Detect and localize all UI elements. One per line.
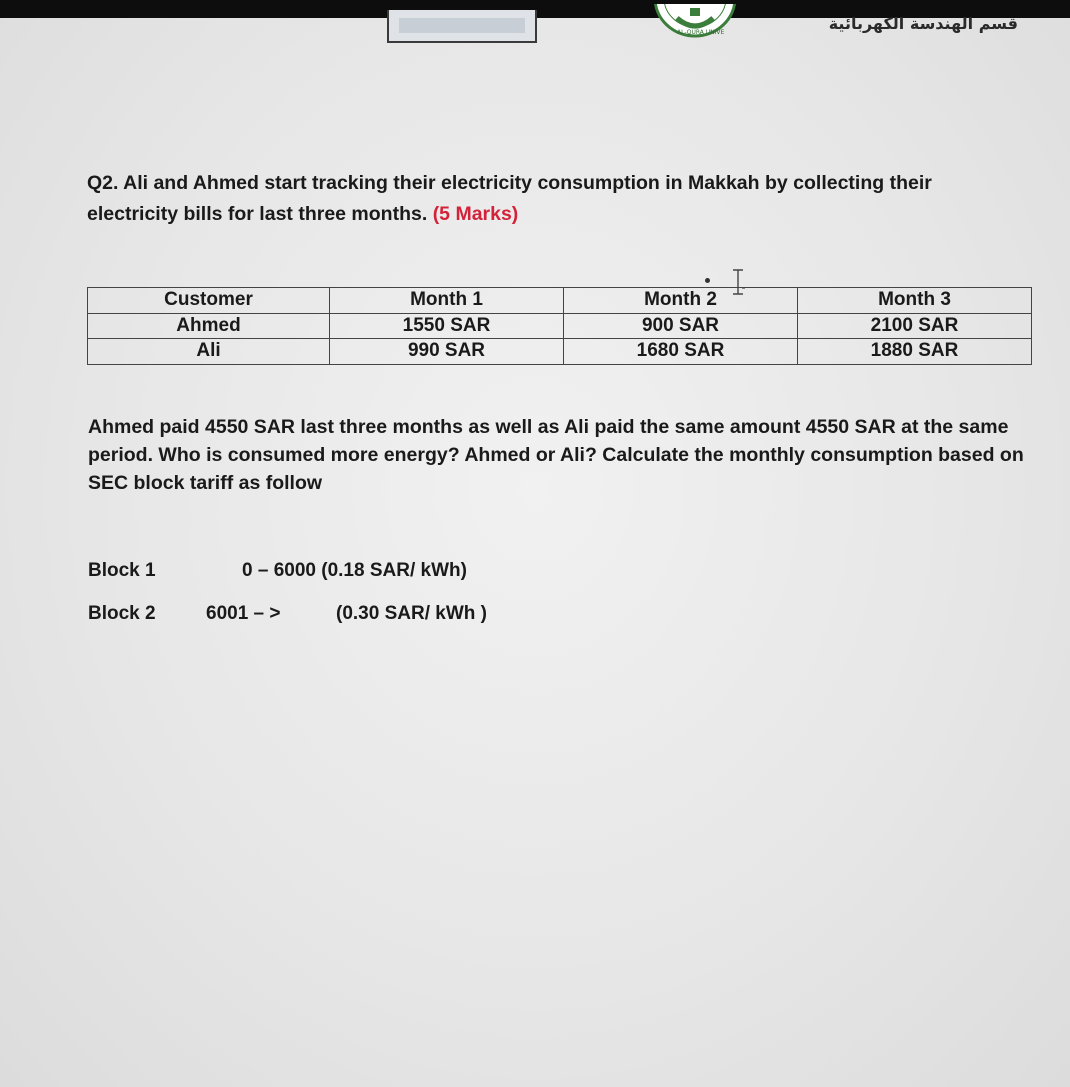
electricity-bills-table	[87, 287, 1032, 365]
table-row	[88, 313, 1032, 339]
cell-month-2: 900 SAR	[564, 313, 798, 339]
question-body: Ali and Ahmed start tracking their electricity consumption in Makkah by collecting their electricity bills for last three months.	[87, 172, 932, 225]
block-1-range: 0 – 6000 (0.18 SAR/ kWh)	[242, 560, 467, 581]
question-marks: (5 Marks)	[432, 203, 519, 225]
department-name-arabic: قسم الهندسة الكهربائية	[828, 14, 1018, 33]
cell-month-2: 1680 SAR	[564, 339, 798, 365]
table-header-row	[88, 288, 1032, 314]
block-2-range: 6001 – >	[206, 603, 281, 624]
header-month-3: Month 3	[798, 288, 1032, 314]
block-2-name: Block 2	[88, 603, 156, 624]
cell-month-1: 990 SAR	[330, 339, 564, 365]
cell-customer: Ahmed	[88, 313, 330, 339]
cursor-dot-icon	[705, 278, 710, 283]
header-month-2: Month 2	[564, 288, 798, 314]
university-seal-logo	[652, 4, 738, 42]
cell-customer: Ali	[88, 339, 330, 365]
question-label: Q2.	[87, 172, 119, 194]
problem-paragraph: Ahmed paid 4550 SAR last three months as well as Ali paid the same amount 4550 SAR at the same period. Who is consumed more energy? Ahmed or Ali? Calculate the monthly consumption based on SEC block tariff as follow	[88, 416, 1024, 494]
block-1-name: Block 1	[88, 560, 156, 581]
header-logo-box	[387, 10, 537, 43]
header-logo-image	[399, 18, 525, 33]
header-month-1: Month 1	[330, 288, 564, 314]
question-text	[87, 168, 1027, 230]
cell-month-1: 1550 SAR	[330, 313, 564, 339]
table-row	[88, 339, 1032, 365]
seal-text: AL-QURA UNIVE	[677, 29, 725, 36]
cell-month-3: 2100 SAR	[798, 313, 1032, 339]
block-2-rate: (0.30 SAR/ kWh )	[336, 603, 487, 624]
cell-month-3: 1880 SAR	[798, 339, 1032, 365]
header-customer: Customer	[88, 288, 330, 314]
